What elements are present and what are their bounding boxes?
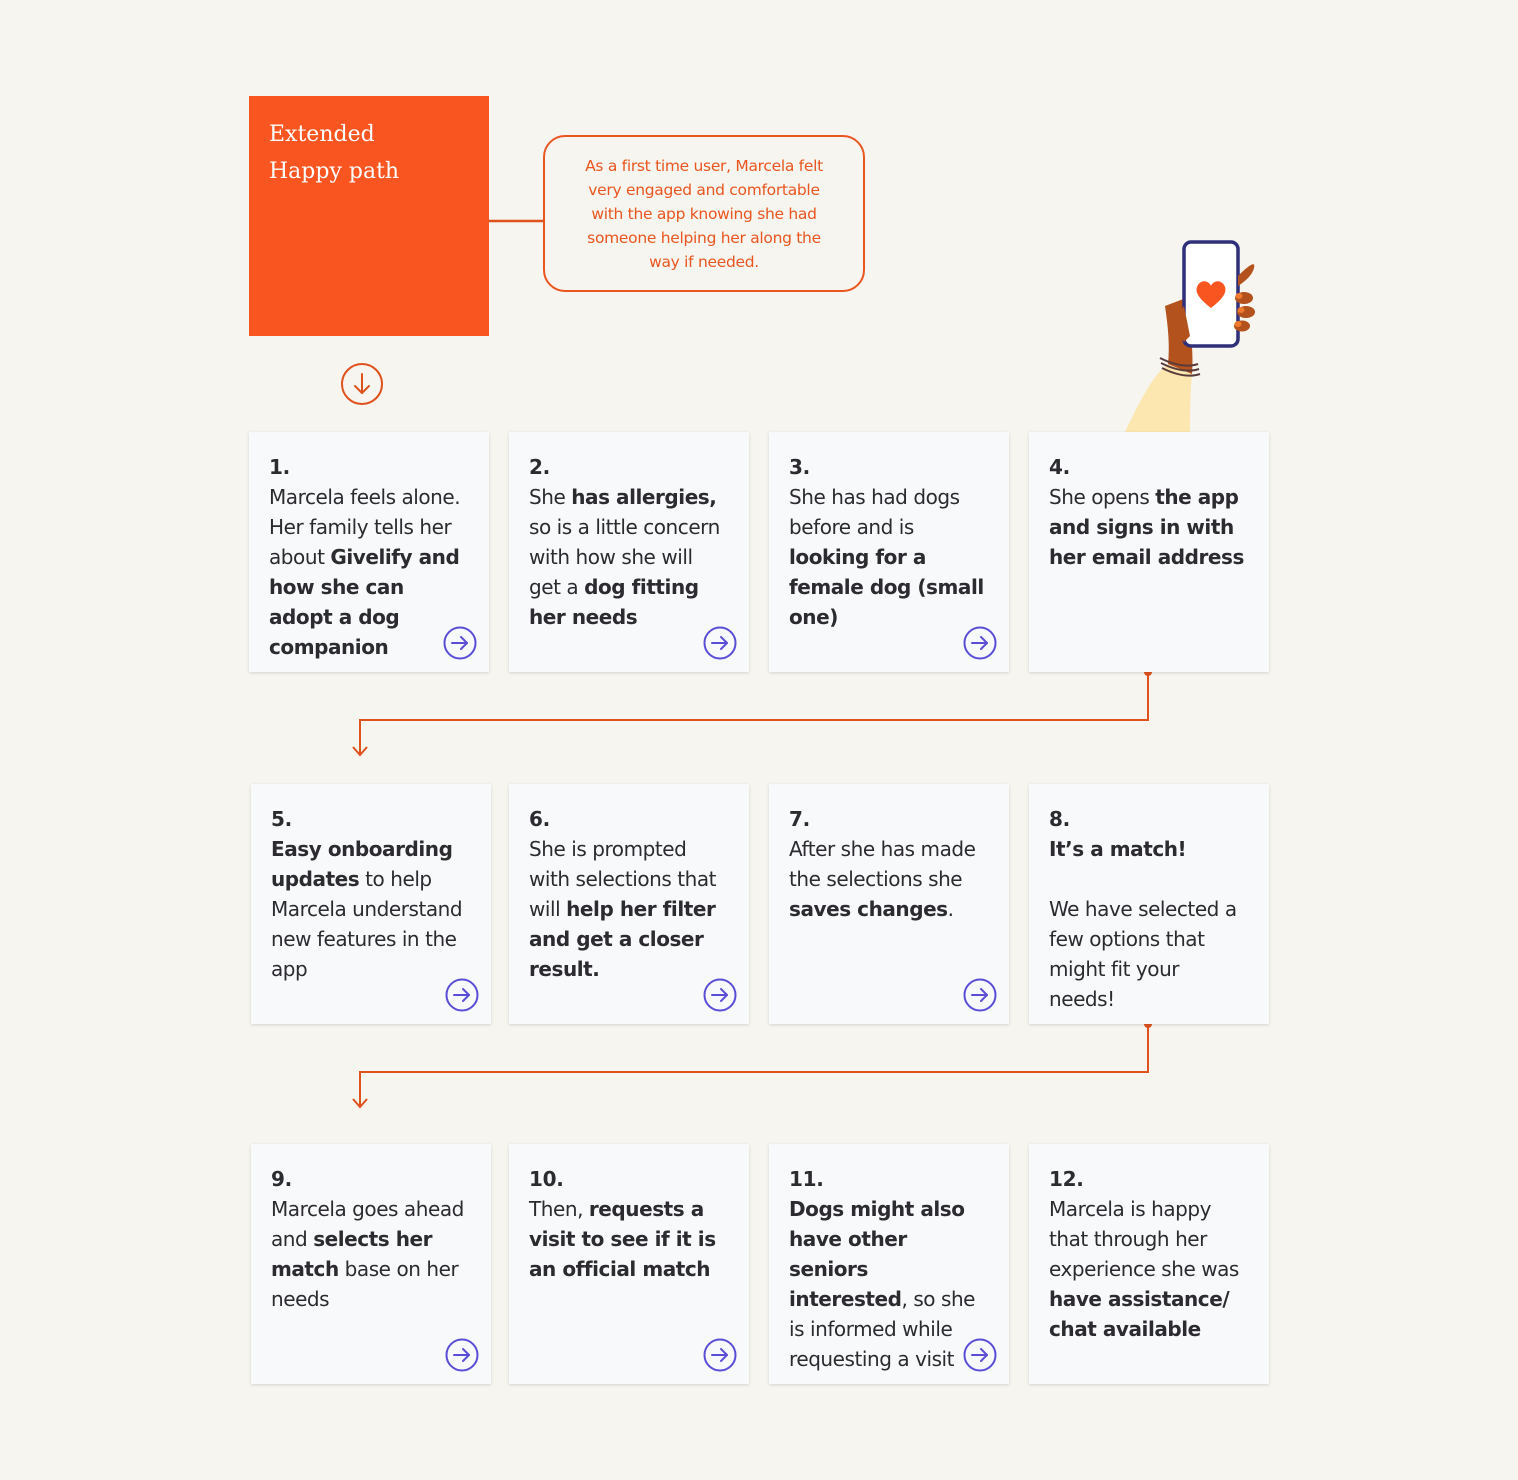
step-text-bold: Givelify and how she can adopt a dog companion (269, 545, 460, 659)
step-description (1049, 834, 1249, 1014)
title-box (249, 96, 489, 336)
step-description (789, 834, 989, 924)
arrow-right-circle-icon[interactable] (963, 1338, 997, 1372)
step-text: so is a little concern with how she will get a (529, 515, 720, 599)
step-text: base on her needs (271, 1257, 459, 1311)
step-number: 8. (1049, 807, 1070, 831)
step-number: 10. (529, 1167, 564, 1191)
arrow-right-circle-icon[interactable] (703, 978, 737, 1012)
arrow-down-circle-icon[interactable] (340, 362, 384, 406)
step-text: She has had dogs before and is (789, 485, 960, 539)
step-text-bold: Dogs might also have other seniors interested (789, 1197, 965, 1311)
arrow-right-circle-icon[interactable] (445, 1338, 479, 1372)
step-card-12 (1029, 1144, 1269, 1384)
title-line-2: Happy path (269, 159, 400, 184)
step-number: 6. (529, 807, 550, 831)
step-text: She is prompted with selections that will (529, 837, 717, 921)
step-number: 9. (271, 1167, 292, 1191)
arrow-right-circle-icon[interactable] (443, 626, 477, 660)
persona-note-text: As a first time user, Marcela felt very engaged and comfortable with the app knowing she had someone helping her along the way if needed. (585, 156, 823, 271)
step-text: Marcela feels alone. Her family tells her about (269, 485, 461, 569)
step-number: 11. (789, 1167, 824, 1191)
step-description (529, 1194, 729, 1284)
step-card-6 (509, 784, 749, 1024)
row2-row3-connector (353, 1020, 1152, 1107)
step-number: 12. (1049, 1167, 1084, 1191)
step-text: We have selected a few options that might fit your needs! (1049, 897, 1237, 1011)
step-number: 7. (789, 807, 810, 831)
step-text: to help Marcela understand new features in the app (271, 867, 463, 981)
arrow-right-circle-icon[interactable] (703, 1338, 737, 1372)
step-text-bold: dog fitting her needs (529, 575, 699, 629)
step-number: 5. (271, 807, 292, 831)
arrow-right-circle-icon[interactable] (963, 626, 997, 660)
hand-holding-phone-heart-icon (1120, 236, 1270, 434)
step-text: Marcela is happy that through her experience she was (1049, 1197, 1239, 1281)
step-card-4 (1029, 432, 1269, 672)
step-description (269, 482, 469, 662)
step-card-5 (251, 784, 491, 1024)
step-text-bold: the app and signs in with her email address (1049, 485, 1244, 569)
title-line-1: Extended (269, 122, 375, 147)
step-description (271, 834, 471, 984)
step-text-bold: have assistance/ chat available (1049, 1287, 1230, 1341)
step-text-bold: has allergies, (571, 485, 717, 509)
step-card-10 (509, 1144, 749, 1384)
step-text-bold: saves changes (789, 897, 948, 921)
step-card-11 (769, 1144, 1009, 1384)
step-text-bold: selects her match (271, 1227, 433, 1281)
step-card-2 (509, 432, 749, 672)
arrow-right-circle-icon[interactable] (703, 626, 737, 660)
step-card-9 (251, 1144, 491, 1384)
step-description (789, 482, 989, 632)
step-description (271, 1194, 471, 1314)
step-text-bold: It’s a match! (1049, 837, 1187, 861)
step-text-bold: Easy onboarding updates (271, 837, 453, 891)
step-card-7 (769, 784, 1009, 1024)
step-description (789, 1194, 989, 1374)
step-description (1049, 482, 1249, 572)
row1-row2-connector (353, 668, 1152, 755)
step-number: 2. (529, 455, 550, 479)
step-number: 1. (269, 455, 290, 479)
step-description (1049, 1194, 1249, 1344)
step-text: She (529, 485, 572, 509)
step-text: . (947, 897, 954, 921)
arrow-right-circle-icon[interactable] (963, 978, 997, 1012)
step-number: 3. (789, 455, 810, 479)
step-number: 4. (1049, 455, 1070, 479)
step-text: After she has made the selections she (789, 837, 976, 891)
step-text: Marcela goes ahead and (271, 1197, 464, 1251)
step-card-1 (249, 432, 489, 672)
step-text: She opens (1049, 485, 1156, 509)
step-card-8 (1029, 784, 1269, 1024)
persona-note (543, 135, 865, 292)
page-title (269, 116, 469, 190)
step-text: , so she is informed while requesting a visit (789, 1287, 976, 1371)
step-text: Then, (529, 1197, 589, 1221)
step-description (529, 482, 729, 632)
step-text-bold: looking for a female dog (small one) (789, 545, 984, 629)
step-text-bold: requests a visit to see if it is an official match (529, 1197, 716, 1281)
step-description (529, 834, 729, 984)
arrow-right-circle-icon[interactable] (445, 978, 479, 1012)
step-text-bold: help her filter and get a closer result. (529, 897, 716, 981)
step-card-3 (769, 432, 1009, 672)
